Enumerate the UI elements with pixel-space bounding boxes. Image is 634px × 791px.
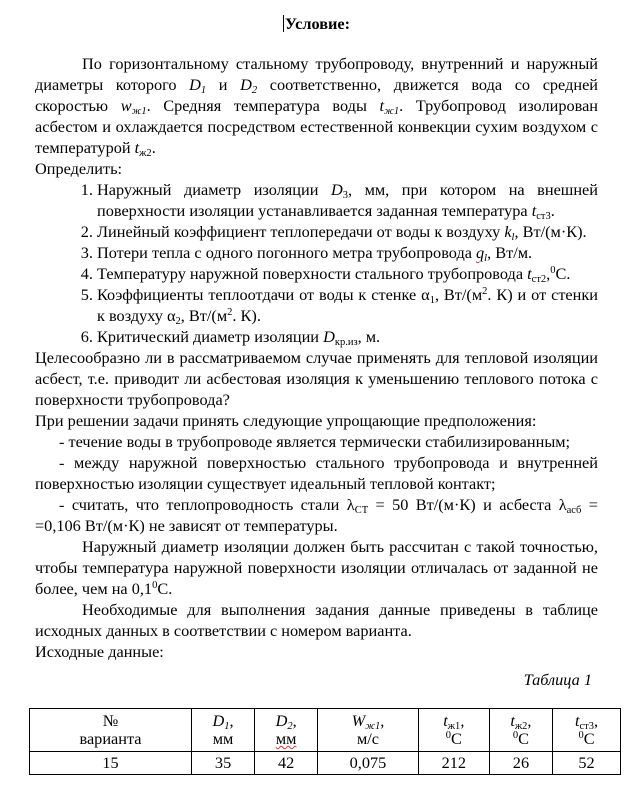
paragraph-intro: [35, 53, 598, 158]
text-segment: , Вт/(м: [434, 285, 483, 304]
text-segment: С.: [157, 579, 173, 598]
text-segment: 0: [445, 730, 452, 741]
text-segment: 0: [152, 580, 158, 591]
text-segment: = =0,106 Вт/(м·К) не зависят от температуры.: [35, 495, 598, 535]
paragraph-question: Целесообразно ли в рассматриваемом случае применять для тепловой изоляции асбест, т.е. приводит ли асбестовая изоляция к уменьшению теплового потока с поверхности трубопровода?: [35, 348, 598, 409]
text-segment: . К) и от стенки к воздуху α: [97, 285, 598, 325]
text-segment: ж1: [447, 721, 461, 732]
text-segment: м/с: [356, 729, 379, 748]
text-segment: 0: [578, 730, 584, 741]
paragraph-assumptions: При решении задачи принять следующие упрощающие предположения:: [35, 411, 537, 430]
text-segment: 1: [200, 85, 207, 96]
task-list: [35, 179, 598, 347]
text-segment: ж1: [384, 106, 400, 117]
text-segment: мм: [212, 729, 234, 748]
text-segment: l: [511, 232, 515, 243]
text-segment: , Вт/(м·К).: [514, 222, 587, 241]
text-segment: D: [189, 75, 201, 94]
text-segment: t: [379, 96, 385, 115]
text-segment: 1: [224, 721, 230, 732]
text-segment: ст3: [536, 211, 551, 222]
list-item: [97, 242, 598, 263]
text-segment: D: [330, 180, 343, 199]
text-segment: Наружный диаметр изоляции: [97, 180, 331, 199]
text-segment: мм: [275, 729, 297, 748]
cell-d1: 35: [192, 752, 255, 775]
text-segment: ст2: [531, 274, 547, 285]
title-text: Условие:: [284, 14, 351, 33]
list-item: [97, 284, 598, 326]
text-segment: №: [102, 711, 119, 730]
text-segment: 0: [512, 730, 519, 741]
data-table: [29, 708, 621, 775]
text-segment: 2: [482, 286, 488, 297]
text-segment: С: [518, 729, 529, 748]
text-segment: t: [527, 264, 532, 283]
text-segment: , Вт/(м: [180, 306, 228, 325]
text-segment: = 50 Вт/(м·К) и асбеста λ: [368, 495, 567, 514]
text-segment: t: [443, 711, 448, 730]
text-segment: q: [476, 243, 485, 262]
title: [35, 12, 598, 36]
text-segment: .: [550, 201, 555, 220]
paragraph-data-note: Необходимые для выполнения задания данные приведены в таблице исходных данных в соответствии с номером варианта.: [35, 600, 598, 640]
text-segment: и: [206, 75, 241, 94]
header-w: $W_{ж1}$, м/с: [318, 709, 419, 752]
text-segment: 2: [287, 721, 293, 732]
text-segment: , мм, при котором на внешней поверхности изоляции устанавливается заданная температура: [97, 180, 598, 220]
text-segment: D: [323, 327, 335, 346]
text-segment: С: [451, 729, 462, 748]
list-item: [97, 263, 598, 284]
text-segment: Наружный диаметр изоляции должен быть рассчитан с такой точностью, чтобы температура наружной поверхности изоляции отличалась от заданной не более, чем на 0,1: [35, 537, 598, 598]
header-t2: $t_{ж2}$, $^0$С: [489, 709, 552, 752]
text-segment: , м.: [357, 327, 381, 346]
text-segment: 3: [342, 190, 348, 201]
text-segment: ж1: [131, 106, 147, 117]
cell-t2: 26: [489, 752, 552, 775]
header-d2: $D_2$, мм: [255, 709, 318, 752]
text-segment: Коэффициенты теплоотдачи от воды к стенке α: [97, 285, 430, 304]
text-segment: . К).: [232, 306, 261, 325]
list-item: [97, 221, 598, 242]
text-segment: соответственно, движется вода со средней скоростью: [35, 75, 599, 115]
text-segment: 2: [175, 316, 181, 327]
text-segment: СТ: [354, 505, 369, 516]
text-segment: W: [351, 711, 366, 730]
header-t1: $t_{ж1}$, $^0$С: [418, 709, 489, 752]
text-segment: С: [583, 729, 595, 748]
text-segment: . Трубопровод изолирован асбестом и охлаждается посредством естественной конвекции сухим воздухом с температурой: [35, 96, 599, 157]
text-segment: t: [510, 711, 515, 730]
text-segment: ж1: [365, 721, 381, 732]
header-variant: [30, 709, 192, 752]
header-t3: $t_{ст3}$, $^0$С: [553, 709, 621, 752]
text-segment: D: [212, 711, 225, 730]
text-segment: кр.из: [334, 337, 358, 348]
text-segment: , Вт/м.: [487, 243, 533, 262]
text-segment: ,: [546, 264, 551, 283]
text-segment: По горизонтальному стальному трубопроводу, внутренний и наружный диаметры которого: [35, 54, 598, 94]
text-segment: D: [275, 711, 288, 730]
text-segment: .: [151, 138, 156, 157]
text-segment: Критический диаметр изоляции: [97, 327, 324, 346]
cell-d2: 42: [255, 752, 318, 775]
text-segment: асб: [566, 505, 582, 516]
text-cursor: [283, 15, 284, 32]
text-segment: Линейный коэффициент теплопередачи от воды к воздуху: [97, 222, 505, 241]
table-caption: Таблица 1: [523, 670, 592, 689]
text-segment: Температуру наружной поверхности стального трубопровода: [97, 264, 528, 283]
text-segment: k: [504, 222, 512, 241]
document-page: [35, 0, 598, 791]
text-segment: D: [240, 75, 252, 94]
text-segment: С.: [555, 264, 571, 283]
text-segment: 0: [550, 265, 556, 276]
text-segment: 2: [251, 85, 258, 96]
list-item: [97, 179, 598, 221]
text-segment: - считать, что теплопроводность стали λ: [59, 495, 355, 514]
text-segment: l: [484, 253, 488, 264]
assumption-3: [35, 494, 598, 536]
cell-variant: 15: [30, 752, 192, 775]
text-segment: ж2: [514, 721, 528, 732]
cell-w: 0,075: [318, 752, 419, 775]
text-segment: t: [134, 138, 140, 157]
cell-t1: 212: [418, 752, 489, 775]
determine-heading: Определить:: [35, 159, 123, 178]
text-segment: Потери тепла с одного погонного метра трубопровода: [97, 243, 477, 262]
text-segment: . Средняя температура воды: [146, 96, 380, 115]
text-segment: 1: [429, 295, 435, 306]
text-segment: t: [531, 201, 537, 220]
text-segment: ст3: [579, 721, 594, 732]
assumption-1: - течение воды в трубопроводе является термически стабилизированным;: [59, 432, 571, 451]
text-segment: ж2: [139, 148, 152, 159]
cell-t3: 52: [553, 752, 621, 775]
assumption-2: - между наружной поверхностью стального трубопровода и внутренней поверхностью изоляции существует идеальный тепловой контакт;: [35, 453, 598, 493]
paragraph-accuracy: [35, 536, 598, 599]
text-segment: варианта: [79, 729, 142, 748]
text-segment: w: [120, 96, 132, 115]
text-segment: 2: [227, 307, 233, 318]
list-item: [97, 326, 598, 347]
table-header-row: [30, 709, 621, 752]
header-d1: $D_1$, мм: [192, 709, 255, 752]
table-row: [30, 752, 621, 775]
initial-data-label: Исходные данные:: [35, 642, 164, 661]
text-segment: t: [574, 711, 580, 730]
